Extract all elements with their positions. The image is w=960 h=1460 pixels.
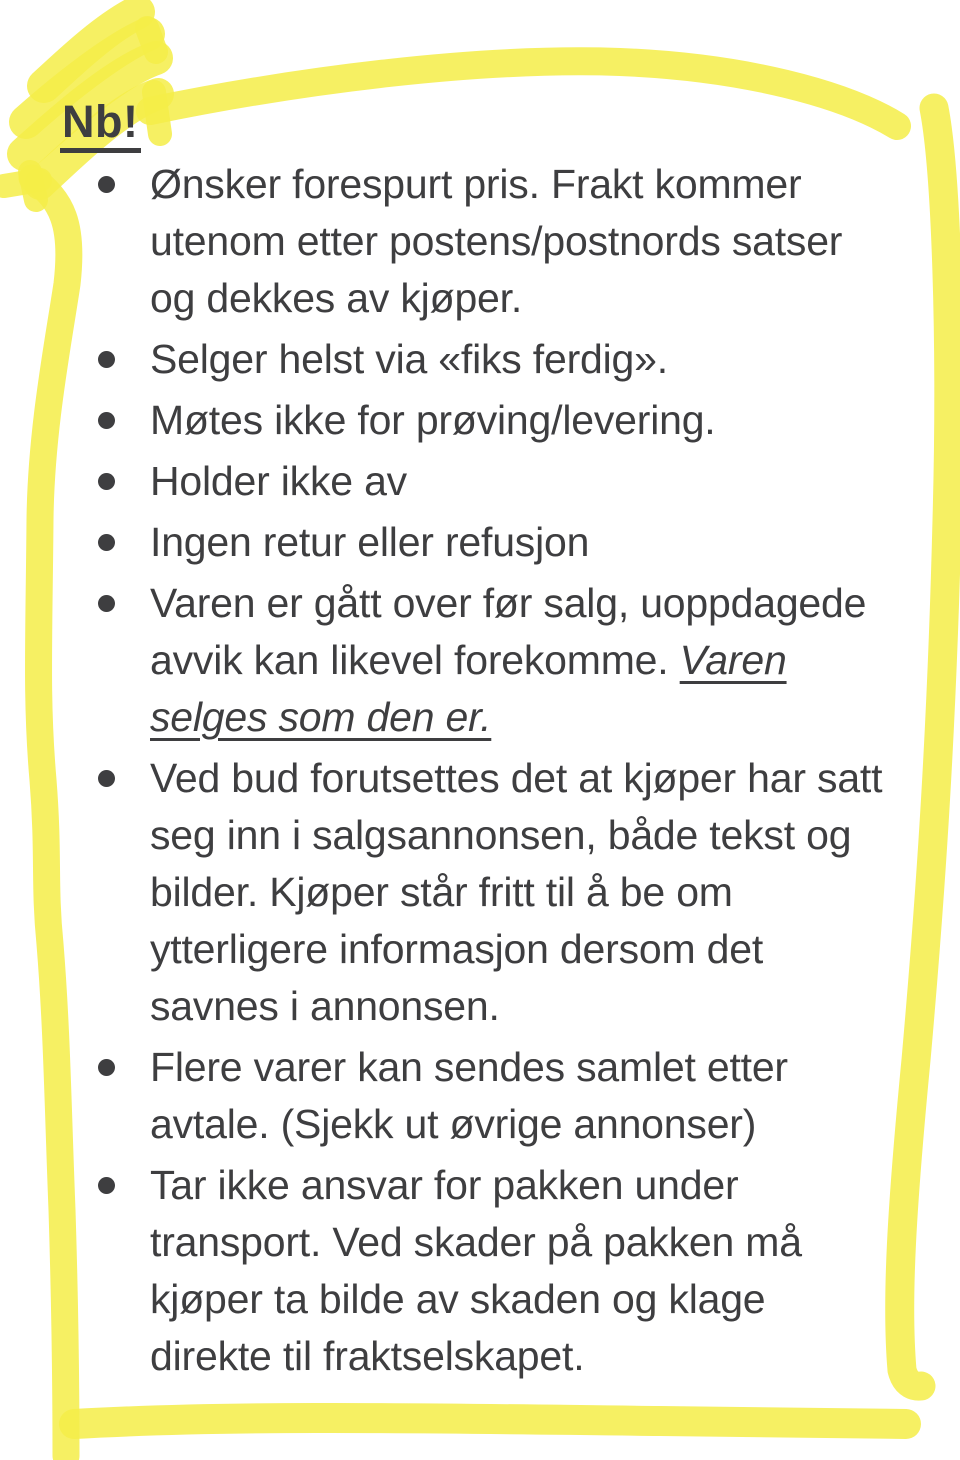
list-item-text: Tar ikke ansvar for pakken under transport. Ved skader på pakken må kjøper ta bilde av skaden og klage direkte til fraktselskapet. (150, 1162, 802, 1379)
scribble-stroke (154, 92, 160, 134)
terms-list (150, 156, 898, 1389)
note-title: Nb! (60, 99, 141, 153)
scribble-stroke (4, 180, 40, 186)
border-right-stroke (900, 108, 949, 1386)
list-item-text: Selger helst via «fiks ferdig». (150, 336, 668, 382)
scribble-stroke (30, 172, 36, 200)
list-item (150, 453, 898, 510)
list-item (150, 331, 898, 388)
list-item-text: Varen er gått over før salg, uoppdagede avvik kan likevel forekomme. (150, 580, 867, 683)
list-item-text: Flere varer kan sendes samlet etter avtale. (Sjekk ut øvrige annonser) (150, 1044, 788, 1147)
border-bottom-stroke (74, 1418, 906, 1424)
list-item-text: Ønsker forespurt pris. Frakt kommer utenom etter postens/postnords satser og dekkes av kjøper. (150, 161, 843, 321)
list-item (150, 575, 898, 746)
list-item-text: Ved bud forutsettes det at kjøper har satt seg inn i salgsannonsen, både tekst og bilder. Kjøper står fritt til å be om ytterligere informasjon dersom det savnes i annonsen. (150, 755, 883, 1029)
list-item-emphasis: Varen selges som den er. (150, 637, 787, 740)
list-item-text: Ingen retur eller refusjon (150, 519, 590, 565)
list-item-text: Møtes ikke for prøving/levering. (150, 397, 716, 443)
list-item (150, 750, 898, 1035)
list-item (150, 392, 898, 449)
list-item (150, 1039, 898, 1153)
scribble-stroke (44, 12, 138, 86)
list-item-text: Holder ikke av (150, 458, 407, 504)
scribble-stroke (147, 28, 156, 52)
border-top-stroke (150, 61, 897, 126)
list-item (150, 156, 898, 327)
list-item (150, 514, 898, 571)
border-left-stroke (32, 178, 69, 1456)
list-item (150, 1157, 898, 1385)
